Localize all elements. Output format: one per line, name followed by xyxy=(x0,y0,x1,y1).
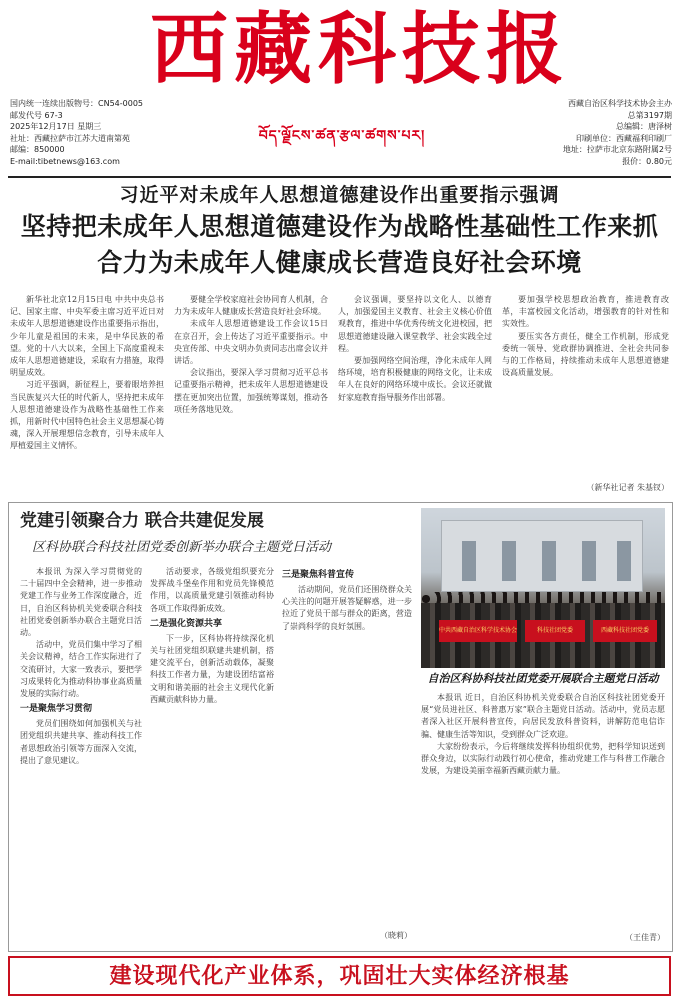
paragraph: 要压实各方责任，健全工作机制，形成党委统一领导、党政群协调推进、全社会共同参与的工作格局，持续推动未成年人思想道德建设高质量发展。 xyxy=(502,331,669,378)
lead-column-3 xyxy=(338,294,492,492)
photo-caption: 自治区科协科技社团党委开展联合主题党日活动 xyxy=(427,672,659,685)
photo-banner-2: 科技社团党委 xyxy=(525,620,585,642)
sub-story-subtitle: 区科协联合科技社团党委创新举办联合主题党日活动 xyxy=(32,540,332,555)
info-line: 西藏自治区科学技术协会主办 xyxy=(568,99,672,108)
info-line: 国内统一连续出版物号：CN54-0005 xyxy=(10,99,143,108)
window-shape xyxy=(462,541,476,581)
sub-column-2 xyxy=(150,566,274,942)
paragraph: 活动要求，各级党组织要充分发挥战斗堡垒作用和党员先锋模范作用，以高质量党建引领推动科协各项工作取得新成效。 xyxy=(150,567,274,613)
info-line: 邮编：850000 xyxy=(10,145,65,154)
lead-headline-2: 合力为未成年人健康成长营造良好社会环境 xyxy=(97,248,582,277)
paragraph: 大家纷纷表示，今后将继续发挥科协组织优势，把科学知识送到群众身边，以实际行动践行初心使命，推动党建工作与科普工作融合发展，为建设美丽幸福新西藏贡献力量。 xyxy=(421,741,665,776)
paragraph: 新华社北京12月15日电 中共中央总书记、国家主席、中央军委主席习近平近日对未成年人思想道德建设作出重要指示指出，少年儿童是祖国的未来，是中华民族的希望。党的十八大以来，全国上下高度重视未成年人思想道德建设，采取有力措施，取得明显成效。 xyxy=(10,295,164,378)
lead-column-1 xyxy=(10,294,164,492)
paragraph: 未成年人思想道德建设工作会议15日在京召开，会上传达了习近平重要指示。中央宣传部、中央文明办负责同志出席会议并讲话。 xyxy=(174,319,328,366)
masthead-divider xyxy=(8,176,671,178)
photo-banner-3: 西藏科技社团党委 xyxy=(593,620,657,642)
info-line: 报价：0.80元 xyxy=(622,156,672,166)
window-shape xyxy=(502,541,516,581)
sub-story-title: 党建引领聚合力 联合共建促发展 xyxy=(20,511,264,531)
paragraph: 要加强学校思想政治教育，推进教育改革，丰富校园文化活动，增强教育的针对性和实效性。 xyxy=(502,295,669,329)
sub-signature-2: （晓莉） xyxy=(380,931,412,940)
paragraph: 活动期间，党员们还围绕群众关心关注的问题开展答疑解惑，进一步拉近了党员干部与群众的距离，营造了崇尚科学的良好氛围。 xyxy=(282,585,412,631)
publication-info-right xyxy=(500,98,672,167)
info-line: 邮发代号 67-3 xyxy=(10,110,63,120)
lead-kicker: 习近平对未成年人思想道德建设作出重要指示强调 xyxy=(119,184,560,206)
publication-info-left xyxy=(10,98,200,167)
sub-column-4 xyxy=(421,692,665,932)
paragraph: 下一步，区科协将持续深化机关与社团党组织联建共建机制，搭建交流平台，创新活动载体，凝聚科技工作者力量，为建设团结富裕文明和谐美丽的社会主义现代化新西藏贡献科协力量。 xyxy=(150,633,274,704)
paragraph: 本报讯 为深入学习贯彻党的二十届四中全会精神，进一步推动党建工作与业务工作深度融合，近日，自治区科协机关党委联合科技社团党委创新举办联合主题党日活动。 xyxy=(20,567,142,638)
building-shape xyxy=(441,520,643,592)
info-line: 总第3197期 xyxy=(627,110,672,120)
bottom-slogan-banner: 建设现代化产业体系，巩固壮大实体经济根基 xyxy=(8,956,671,996)
paragraph: 习近平强调，新征程上，要着眼培养担当民族复兴大任的时代新人，坚持把未成年人思想道德建设作为战略性基础性工作来抓，用新时代中国特色社会主义思想凝心铸魂，深入开展理想信念教育，引导未成年人厚植爱国主义情怀。 xyxy=(10,380,164,451)
sub-column-1 xyxy=(20,566,142,942)
sub-heading: 二是强化资源共享 xyxy=(150,618,223,629)
window-shape xyxy=(617,541,631,581)
lead-signature: （新华社记者 朱基钗） xyxy=(586,483,669,492)
info-line: 2025年12月17日 星期三 xyxy=(10,122,102,131)
info-line: 社址：西藏拉萨市江苏大道南第苑 xyxy=(10,133,130,143)
info-line: 总编辑：唐泽树 xyxy=(616,122,672,131)
lead-column-2 xyxy=(174,294,328,492)
photo-banner-1: 中共西藏自治区科学技术协会 xyxy=(439,620,517,642)
lead-headline-1: 坚持把未成年人思想道德建设作为战略性基础性工作来抓 xyxy=(20,212,659,241)
sub-heading: 一是聚焦学习贯彻 xyxy=(20,704,93,715)
info-line: 印刷单位：西藏福利印刷厂 xyxy=(576,133,672,143)
window-shape xyxy=(582,541,596,581)
info-line: 地址：拉萨市北京东路附属2号 xyxy=(562,145,672,154)
sub-signature: （王佳青） xyxy=(625,933,665,942)
paragraph: 本报讯 近日，自治区科协机关党委联合自治区科技社团党委开展“党员进社区、科普惠万家”联合主题党日活动。活动中，党员志愿者深入社区开展科普宣传，向居民发放科普资料，讲解防范电信诈骗、健康生活等知识，受到群众广泛欢迎。 xyxy=(421,693,665,739)
event-photo xyxy=(421,508,665,668)
paragraph: 党员们围绕如何加强机关与社团党组织共建共享、推动科技工作者思想政治引领等方面深入交流，提出了意见建议。 xyxy=(20,719,142,765)
paragraph: 会议强调，要坚持以文化人、以德育人，加强爱国主义教育、社会主义核心价值观教育，推进中华优秀传统文化进校园，把思想道德建设融入课堂教学、社会实践全过程。 xyxy=(338,295,492,353)
info-line: E-mail:tibetnews@163.com xyxy=(10,156,120,166)
paragraph: 活动中，党员们集中学习了相关会议精神，结合工作实际进行了交流研讨，大家一致表示，要把学习成果转化为推动科协事业高质量发展的实际行动。 xyxy=(20,640,142,699)
paragraph: 要加强网络空间治理，净化未成年人网络环境，培育积极健康的网络文化，让未成年人在良好的网络环境中成长。会议还就做好家庭教育指导服务作出部署。 xyxy=(338,356,492,402)
paragraph: 会议指出，要深入学习贯彻习近平总书记重要指示精神，把未成年人思想道德建设摆在更加突出位置，加强统筹谋划，推动各项任务落地见效。 xyxy=(174,368,328,414)
sub-heading: 三是聚焦科普宣传 xyxy=(282,570,355,580)
masthead-title: 西藏科技报 xyxy=(150,4,571,95)
lead-column-4 xyxy=(502,294,669,480)
paragraph: 要健全学校家庭社会协同育人机制，合力为未成年人健康成长营造良好社会环境。 xyxy=(174,295,328,317)
sub-column-3 xyxy=(282,566,412,928)
window-shape xyxy=(542,541,556,581)
masthead-tibetan: བོད་ལྗོངས་ཚན་རྩལ་ཚགས་པར། xyxy=(258,128,426,144)
